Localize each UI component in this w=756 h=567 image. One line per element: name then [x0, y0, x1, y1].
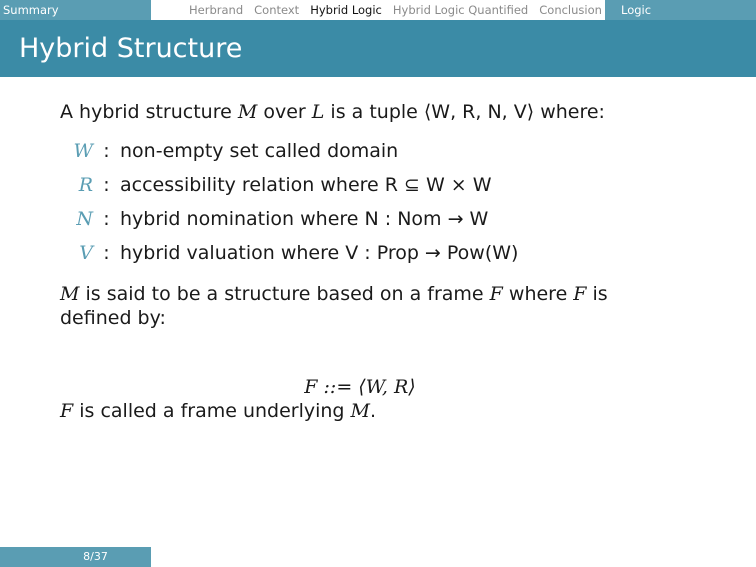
- closing-text: is called a frame underlying: [73, 400, 351, 422]
- closing-sentence: [60, 399, 660, 423]
- intro-text-suffix: is a tuple ⟨W, R, N, V⟩ where:: [324, 101, 605, 123]
- definition-text: hybrid nomination where N : Nom → W: [120, 208, 489, 230]
- definition-colon: :: [103, 174, 110, 196]
- definition-list: [60, 134, 660, 270]
- definition-row: [60, 202, 660, 236]
- definition-text: accessibility relation where R ⊆ W × W: [120, 174, 492, 196]
- definition-row: [60, 168, 660, 202]
- nav-section-conclusion[interactable]: Conclusion: [539, 3, 602, 17]
- structure-symbol: M: [60, 283, 80, 305]
- definition-text: non-empty set called domain: [120, 140, 399, 162]
- definition-colon: :: [103, 242, 110, 264]
- page-number: 8/37: [83, 550, 108, 563]
- frame-paragraph: [60, 282, 660, 330]
- nav-section-hybrid-logic[interactable]: Hybrid Logic: [310, 3, 382, 17]
- structure-symbol: M: [237, 101, 258, 123]
- intro-paragraph: [60, 100, 660, 124]
- intro-text: A hybrid structure: [60, 101, 238, 123]
- intro-text-mid: over: [257, 101, 312, 123]
- frame-symbol: F: [489, 283, 503, 305]
- nav-section-summary[interactable]: Summary: [0, 0, 151, 20]
- definition-symbol: W: [73, 140, 93, 162]
- frame-text-c: is defined by:: [60, 283, 608, 329]
- definition-row: [60, 236, 660, 270]
- slide-title: Hybrid Structure: [0, 20, 756, 77]
- nav-section-context[interactable]: Context: [254, 3, 300, 17]
- definition-colon: :: [103, 140, 110, 162]
- frame-symbol: F: [60, 400, 74, 422]
- page-footer: [0, 547, 151, 567]
- frame-text-b: where: [502, 283, 574, 305]
- frame-formula: F ::= ⟨W, R⟩: [304, 376, 416, 398]
- definition-symbol: V: [79, 242, 93, 264]
- nav-sections: [151, 0, 605, 20]
- definition-colon: :: [103, 208, 110, 230]
- structure-symbol: M: [350, 400, 371, 422]
- slide-content: [60, 100, 660, 423]
- definition-row: [60, 134, 660, 168]
- closing-period: .: [370, 400, 377, 422]
- frame-text-a: is said to be a structure based on a frame: [79, 283, 490, 305]
- definition-text: hybrid valuation where V : Prop → Pow(W): [120, 242, 519, 264]
- nav-section-herbrand[interactable]: Herbrand: [189, 3, 244, 17]
- frame-symbol: F: [573, 283, 587, 305]
- nav-section-hybrid-logic-quantified[interactable]: Hybrid Logic Quantified: [392, 3, 529, 17]
- top-navigation: [0, 0, 756, 20]
- nav-section-logic[interactable]: Logic: [605, 0, 756, 20]
- definition-symbol: R: [78, 174, 93, 196]
- definition-symbol: N: [76, 208, 93, 230]
- language-symbol: L: [311, 101, 325, 123]
